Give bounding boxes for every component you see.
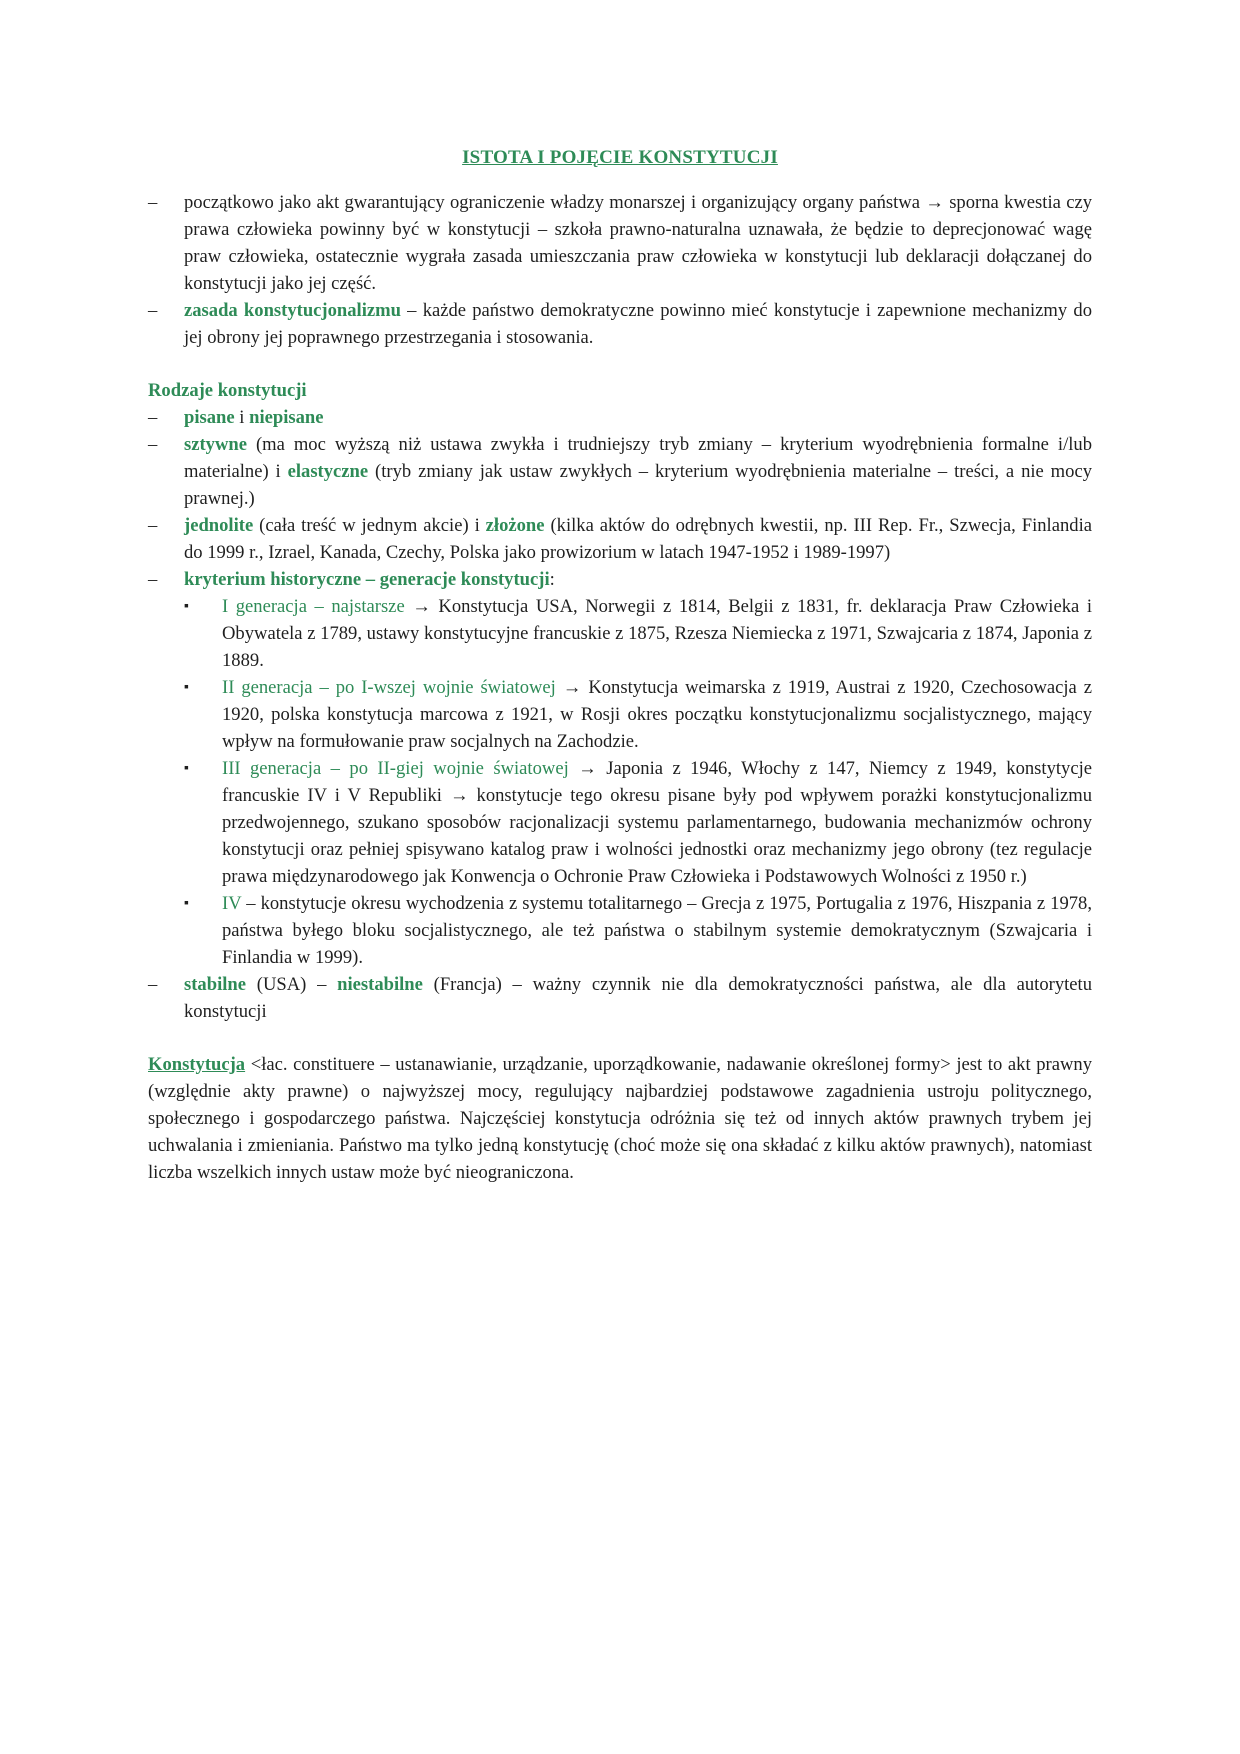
spacer xyxy=(148,351,1092,377)
list-item xyxy=(148,674,1092,755)
text: (USA) – xyxy=(246,974,338,995)
list-item xyxy=(148,593,1092,674)
list-item xyxy=(148,189,1092,297)
term-stabilne: stabilne xyxy=(184,974,246,995)
dash-marker: – xyxy=(148,192,158,213)
text: i xyxy=(234,407,250,428)
dash-marker: – xyxy=(148,569,158,590)
bullet-marker: ▪ xyxy=(184,761,189,776)
generation-label: IV xyxy=(222,893,242,914)
term-sztywne: sztywne xyxy=(184,434,247,455)
rodzaje-list xyxy=(148,404,1092,593)
definition-text: <łac. constituere – ustanawianie, urządzanie, uporządkowanie, nadawanie określonej formy> jest to akt prawny (względnie akty prawne) o najwyższej mocy, regulujący najbardziej podstawowe zagadnienia ustroju politycznego, społecznego i gospodarczego państwa. Najczęściej konstytucja odróżnia się też od innych aktów prawnych trybem jej uchwalania i zmieniania. Państwo ma tylko jedną konstytucję (choć może się ona składać z kilku aktów prawnych), natomiast liczba wszelkich innych ustaw może być nieograniczona. xyxy=(148,1054,1092,1183)
list-item xyxy=(148,566,1092,593)
term-niestabilne: niestabilne xyxy=(337,974,423,995)
dash-marker: – xyxy=(148,300,158,321)
bullet-marker: ▪ xyxy=(184,896,189,911)
list-item xyxy=(148,404,1092,431)
generations-list xyxy=(148,593,1092,971)
term-zasada-konstytucjonalizmu: zasada konstytucjonalizmu xyxy=(184,300,401,321)
text: (ma moc wyższą niż ustawa zwykła i trudniejszy tryb zmiany – kryterium wyodrębnienia formalne i/lub materialne) i xyxy=(184,434,1092,482)
term-zlozone: złożone xyxy=(485,515,545,536)
term-elastyczne: elastyczne xyxy=(287,461,369,482)
document-content xyxy=(148,144,1092,1186)
term-niepisane: niepisane xyxy=(249,407,324,428)
bullet-marker: ▪ xyxy=(184,680,189,695)
section-heading: Rodzaje konstytucji xyxy=(148,380,307,401)
term-konstytucja: Konstytucja xyxy=(148,1054,246,1075)
list-item xyxy=(148,297,1092,351)
term-jednolite: jednolite xyxy=(184,515,254,536)
term-kryterium-historyczne: kryterium historyczne xyxy=(184,569,362,590)
text: (Francja) – ważny czynnik nie dla demokratyczności państwa, ale dla autorytetu konstytucji xyxy=(184,974,1092,1022)
term-generacje-konstytucji: generacje konstytucji xyxy=(379,569,550,590)
dash-marker: – xyxy=(148,434,158,455)
term-pisane: pisane xyxy=(184,407,235,428)
definition-paragraph xyxy=(148,1051,1092,1186)
text: (tryb zmiany jak ustaw zwykłych – kryterium wyodrębnienia materialne – treści, a nie mocy prawnej.) xyxy=(184,461,1092,509)
dash-marker: – xyxy=(148,407,158,428)
bullet-marker: ▪ xyxy=(184,599,189,614)
generation-text: → Konstytucja weimarska z 1919, Austrai z 1920, Czechosowacja z 1920, polska konstytucja marcowa z 1921, w Rosji okres początku konstytucjonalizmu socjalistycznego, mający wpływ na formułowanie praw socjalnych na Zachodzie. xyxy=(222,677,1092,752)
text: (kilka aktów do odrębnych kwestii, np. III Rep. Fr., Szwecja, Finlandia do 1999 r., Izrael, Kanada, Czechy, Polska jako prowizorium w latach 1947-1952 i 1989-1997) xyxy=(184,515,1092,563)
spacer xyxy=(148,1025,1092,1051)
list-item xyxy=(148,890,1092,971)
dash-marker: – xyxy=(148,515,158,536)
dash-marker: – xyxy=(148,974,158,995)
list-item xyxy=(148,431,1092,512)
list-item xyxy=(148,971,1092,1025)
generation-label: III generacja – po II-giej wojnie światowej xyxy=(222,758,569,779)
generation-text: → Konstytucja USA, Norwegii z 1814, Belgii z 1831, fr. deklaracja Praw Człowieka i Obywatela z 1789, ustawy konstytucyjne francuskie z 1875, Rzesza Niemiecka z 1971, Szwajcaria z 1874, Japonia z 1889. xyxy=(222,596,1092,671)
page-title: ISTOTA I POJĘCIE KONSTYTUCJI xyxy=(462,147,778,168)
text: : xyxy=(549,569,555,590)
text: – xyxy=(361,569,380,590)
list-item xyxy=(148,512,1092,566)
list-item xyxy=(148,755,1092,890)
text: (cała treść w jednym akcie) i xyxy=(253,515,486,536)
intro-text: – każde państwo demokratyczne powinno mieć konstytucje i zapewnione mechanizmy do jej obrony jej poprawnego przestrzegania i stosowania. xyxy=(184,300,1092,348)
intro-list xyxy=(148,189,1092,351)
generation-text: – konstytucje okresu wychodzenia z systemu totalitarnego – Grecja z 1975, Portugalia z 1976, Hiszpania z 1978, państwa byłego bloku socjalistycznego, ale też państwa o stabilnym systemie demokratycznym (Szwajcaria i Finlandia w 1999). xyxy=(222,893,1092,968)
generation-text: → Japonia z 1946, Włochy z 147, Niemcy z 1949, konstytycje francuskie IV i V Republiki → konstytucje tego okresu pisane były pod wpływem porażki konstytucjonalizmu przedwojennego, szukano sposobów racjonalizacji systemu parlamentarnego, budowania mechanizmów ochrony konstytucji oraz pełniej spisywano katalog praw i wolności jednostki oraz mechanizmy jego obrony (tez regulacje prawa międzynarodowego jak Konwencja o Ochronie Praw Człowieka i Podstawowych Wolności z 1950 r.) xyxy=(222,758,1092,887)
intro-text: początkowo jako akt gwarantujący ograniczenie władzy monarszej i organizujący organy państwa → sporna kwestia czy prawa człowieka powinny być w konstytucji – szkoła prawno-naturalna uznawała, że będzie to deprecjonować wagę praw człowieka, ostatecznie wygrała zasada umieszczania praw człowieka w konstytucji lub deklaracji dołączanej do konstytucji jako jej część. xyxy=(184,192,1092,294)
generation-label: I generacja – najstarsze xyxy=(222,596,405,617)
generation-label: II generacja – po I-wszej wojnie światowej xyxy=(222,677,556,698)
stability-list xyxy=(148,971,1092,1025)
